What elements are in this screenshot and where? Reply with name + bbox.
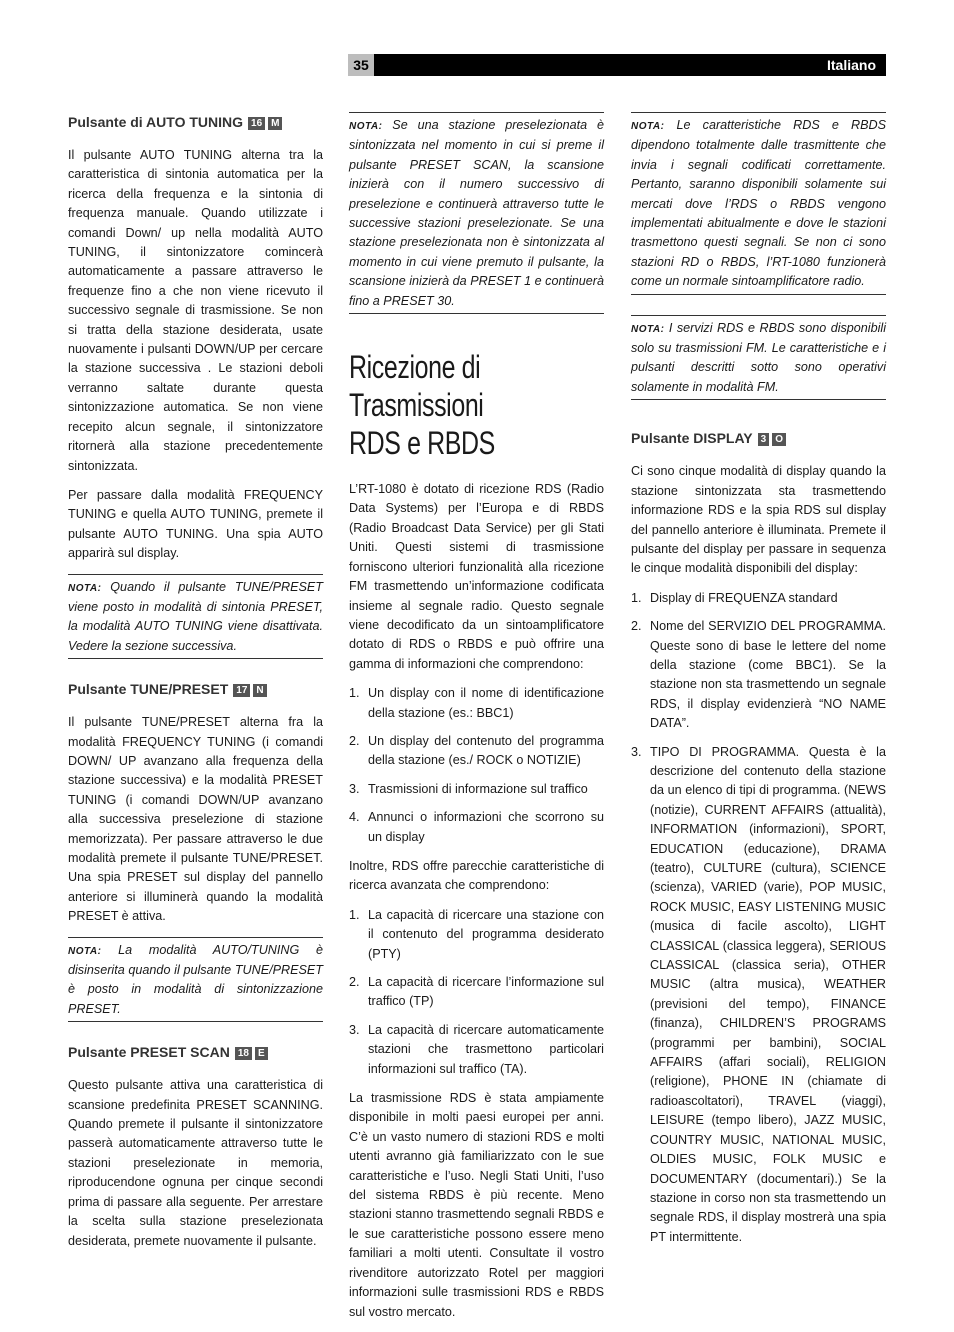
tune-preset-badge-letter: N xyxy=(253,684,266,697)
rds-features-list xyxy=(349,684,604,847)
note-label: NOTA: xyxy=(68,582,102,594)
list-item: 1. Display di FREQUENZA standard xyxy=(631,590,838,605)
page-number: 35 xyxy=(348,54,374,76)
display-badge-letter: O xyxy=(772,433,786,446)
column-right xyxy=(631,112,886,1257)
display-badge-number: 3 xyxy=(758,433,770,446)
note-text: La modalità AUTO/TUNING è disinserita quando il pulsante TUNE/PRESET è posto in modalità di sintonizzazione PRESET. xyxy=(68,942,324,1016)
preset-scan-badge-letter: E xyxy=(255,1047,268,1060)
tune-preset-heading: Pulsante TUNE/PRESET 17 N xyxy=(68,679,323,699)
list-item: 2. Nome del SERVIZIO DEL PROGRAMMA. Queste sono di base le lettere del nome della stazione (come BBC1). Se la stazione non sta trasmettendo un segnale RDS, il display evidenzierà “NO NAME DATA”. xyxy=(631,619,886,731)
tune-preset-paragraph: Il pulsante TUNE/PRESET alterna fra la modalità FREQUENCY TUNING (i comandi DOWN/ UP avanzano alla frequenza della stazione successiva) e la modalità PRESET TUNING (i comandi DOWN/UP avanzano alla successiva preselezione di stazione memorizzata). Per passare attraverso le due modalità premete il pulsante TUNE/PRESET. Una spia PRESET sul display del pannello anteriore si illuminerà quando la modalità PRESET è attiva. xyxy=(68,715,323,924)
language-header: Italiano xyxy=(374,54,886,76)
rds-search-paragraph: Inoltre, RDS offre parecchie caratteristiche di ricerca avanzata che comprendono: xyxy=(349,858,604,893)
auto-tuning-badge-letter: M xyxy=(268,117,282,130)
note-label: NOTA: xyxy=(349,121,383,132)
column-left xyxy=(68,112,323,1261)
note-text: Quando il pulsante TUNE/PRESET viene posto in modalità di sintonia PRESET, la modalità AUTO TUNING viene disattivata. Vedere la sezione successiva. xyxy=(68,579,323,653)
note-label: NOTA: xyxy=(631,121,665,132)
list-item: 1. Un display con il nome di identificazione della stazione (es.: BBC1) xyxy=(349,686,604,720)
list-item: 3. TIPO DI PROGRAMMA. Questa è la descrizione del contenuto della stazione da un elenco di tipi di programma. (NEWS (notizie), CURRENT AFFAIRS (attualità), INFORMATION (informazioni), SPORT, EDUCATION (educazione), DRAMA (teatro), CULTURE (cultura), SCIENCE (scienza), VARIED (varie), POP MUSIC, ROCK MUSIC, EASY LISTENING MUSIC (musica di facile ascolto), LIGHT CLASSICAL (classica leggera), SERIOUS CLASSICAL (classica seria), OTHER MUSIC (altra musica), WEATHER (previsioni del tempo), FINANCE (finanza), CHILDREN’S PROGRAMS (programmi per bambini), SOCIAL AFFAIRS (affari sociali), RELIGION (religione), PHONE IN (chiamate di radioascoltatori), TRAVEL (viaggi), LEISURE (tempo libero), JAZZ MUSIC, COUNTRY MUSIC, NATIONAL MUSIC, OLDIES MUSIC, FOLK MUSIC e DOCUMENTARY (documentari).) Se la stazione in corso non sta trasmettendo un segnale RDS, il display mostrerà una spia PT intermittente. xyxy=(631,744,886,1244)
list-item: 2. Un display del contenuto del programma della stazione (es./ ROCK o NOTIZIE) xyxy=(349,733,604,768)
note-label: NOTA: xyxy=(68,945,102,957)
section-title: Ricezione di Trasmissioni RDS e RBDS xyxy=(349,349,495,462)
preset-scan-paragraph: Questo pulsante attiva una caratteristica di scansione predefinita PRESET SCANNING. Quando premete il pulsante il sintonizzatore passerà automaticamente attraverso tutte le stazioni preselezionate in memoria, riproducendone ognuna per cinque secondi prima di passare alla seguente. Per arrestare la scelta sulla stazione preselezionata desiderata, premete nuovamente il pulsante. xyxy=(68,1078,323,1248)
rds-search-list xyxy=(349,906,604,1079)
note-text: I servizi RDS e RBDS sono disponibili solo su trasmissioni FM. Le caratteristiche e i pulsanti descritti sotto sono operativi solamente in modalità FM. xyxy=(631,320,886,394)
tune-preset-note xyxy=(68,937,323,1023)
preset-scan-note xyxy=(349,112,604,314)
display-modes-list xyxy=(631,589,886,1247)
auto-tuning-paragraph-2: Per passare dalla modalità FREQUENCY TUNING e quella AUTO TUNING, premete il pulsante AUTO TUNING. Una spia AUTO apparirà sul display. xyxy=(68,487,323,561)
note-text: Le caratteristiche RDS e RBDS dipendono totalmente dalle trasmittente che invia i segnali codificati correttamente. Pertanto, saranno disponibili solamente sui mercati dove l’RDS o RBDS vengono implementati abitualmente e dove le stazioni trasmettono questi segnali. Se non ci sono stazioni RD o RBDS, l’RT-1080 funzionerà come un normale sintoamplificatore radio. xyxy=(631,118,886,289)
display-paragraph: Ci sono cinque modalità di display quando la stazione sintonizzata sta trasmettendo informazione RDS e la spia RDS sul display del pannello anteriore è illuminata. Premete il pulsante del display per passare in sequenza le cinque modalità disponibili del display: xyxy=(631,464,886,576)
list-item: 4. Annunci o informazioni che scorrono su un display xyxy=(349,810,604,844)
rds-fm-note xyxy=(631,315,886,401)
list-item: 1. La capacità di ricercare una stazione con il contenuto del programma desiderato (PTY) xyxy=(349,907,604,961)
column-middle xyxy=(349,112,604,1332)
list-item: 2. La capacità di ricercare l’informazione sul traffico (TP) xyxy=(349,975,604,1009)
preset-scan-badge-number: 18 xyxy=(235,1047,252,1060)
auto-tuning-paragraph-1: Il pulsante AUTO TUNING alterna tra la caratteristica di sintonia automatica per la ricerca della frequenza e la sintonia di frequenza manuale. Quando utilizzate i comandi Down/ up nella modalità AUTO TUNING, il sintonizzatore comincerà automaticamente a passare attraverso le frequenze fino a che non viene ricevuto il successivo segnale di trasmissione. Se non si tratta della stazione desiderata, usate nuovamente i pulsanti DOWN/UP per cercare la stazione successiva . Le stazioni deboli verranno saltate durante questa sintonizzazione automatica. Se non viene recepito alcun segnale, il sintonizzatore ritornerà alla stazione precedentemente sintonizzata. xyxy=(68,148,323,473)
rds-availability-paragraph: La trasmissione RDS è stata ampiamente disponibile in molti paesi europei per anni. C’è un vasto numero di stazioni RDS e molti utenti avranno già familiarizzato con le sue caratteristiche e l’uso. Negli Stati Uniti, l’uso del sistema RBDS è più recente. Meno stazioni stanno trasmettendo segnali RBDS e le sue caratteristiche possono essere meno familiari a molti utenti. Consultate il vostro rivenditore autorizzato Rotel per maggiori informazioni sulle trasmissioni RDS e RBDS sul vostro mercato. xyxy=(349,1091,604,1319)
preset-scan-heading: Pulsante PRESET SCAN 18 E xyxy=(68,1042,323,1062)
list-item: 3. La capacità di ricercare automaticamente stazioni che trasmettono particolari informazioni sul traffico (TA). xyxy=(349,1022,604,1076)
rds-intro-paragraph: L’RT-1080 è dotato di ricezione RDS (Radio Data Systems) per l’Europa e di RBDS (Radio Broadcast Data Service) per gli Stati Uniti. Questi sistemi di trasmissione forniscono ulteriori funzionalità alla ricezione FM trasmettendo un’informazione codificata insieme al segnale radio. Questo segnale viene decodificato da un sintoamplificatore dotato di RDS o RBDS e può offrire una gamma di informazioni che comprendono: xyxy=(349,482,604,671)
display-heading: Pulsante DISPLAY 3 O xyxy=(631,428,886,448)
tune-preset-badge-number: 17 xyxy=(233,684,250,697)
auto-tuning-badge-number: 16 xyxy=(248,117,265,130)
note-text: Se una stazione preselezionata è sintonizzata nel momento in cui si preme il pulsante PRESET SCAN, la scansione inizierà con il numero successivo di preselezione e continuerà attraverso tutte le successive stazioni preselezionate. Se una stazione preselezionata non è sintonizzata al momento in cui viene premuto il pulsante, la scansione inizierà da PRESET 1 e continuerà fino a PRESET 30. xyxy=(349,118,604,308)
auto-tuning-heading: Pulsante di AUTO TUNING 16 M xyxy=(68,112,323,132)
auto-tuning-note xyxy=(68,574,323,660)
rds-dependency-note xyxy=(631,112,886,295)
list-item: 3. Trasmissioni di informazione sul traffico xyxy=(349,781,588,796)
note-label: NOTA: xyxy=(631,323,665,335)
